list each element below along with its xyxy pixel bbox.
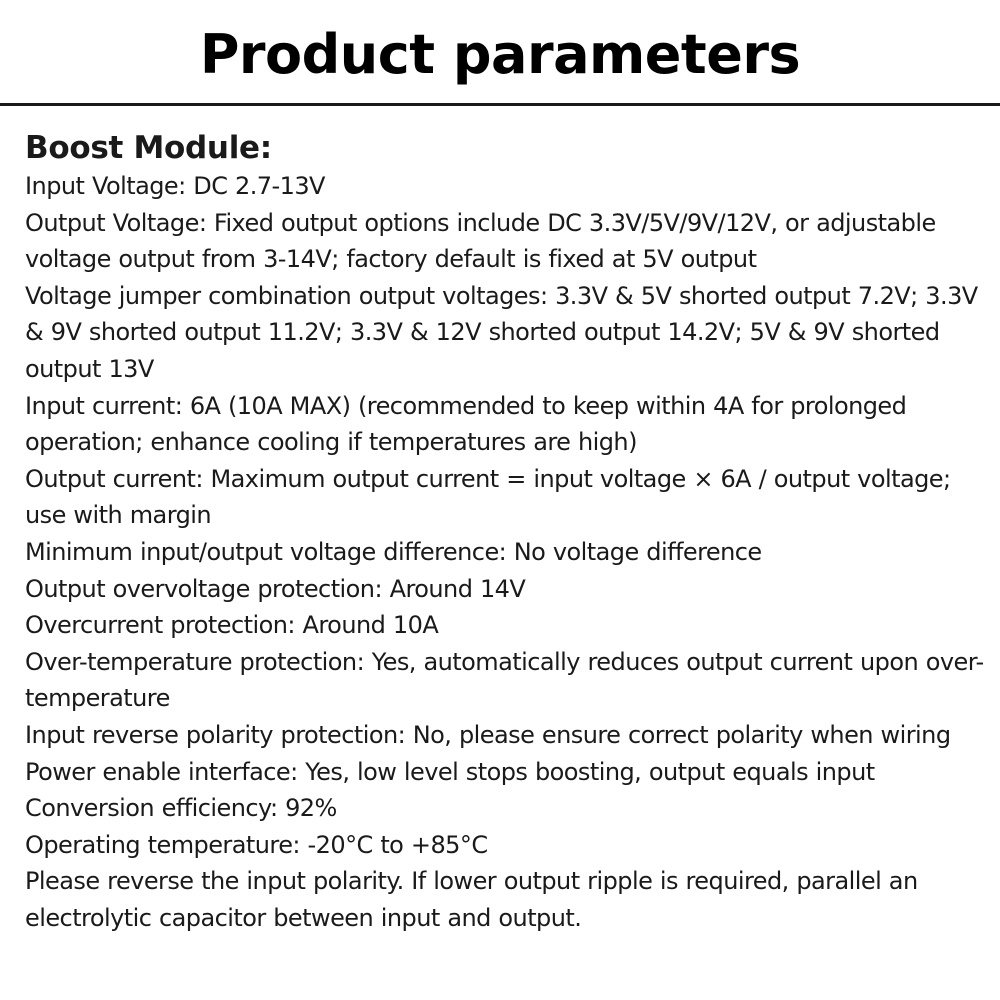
param-input-current: Input current: 6A (10A MAX) (recommended to keep within 4A for prolonged operation; enhance cooling if temperatures are high) [25, 391, 907, 457]
param-usage-note: Please reverse the input polarity. If lower output ripple is required, parallel an electrolytic capacitor between input and output. [25, 867, 918, 932]
param-jumper-combinations: Voltage jumper combination output voltages: 3.3V & 5V shorted output 7.2V; 3.3V & 9V shorted output 11.2V; 3.3V & 12V shorted output 14.2V; 5V & 9V shorted output 13V [25, 281, 978, 383]
param-power-enable-interface: Power enable interface: Yes, low level stops boosting, output equals input [25, 757, 875, 786]
section-heading: Boost Module: [25, 130, 272, 166]
param-min-voltage-difference: Minimum input/output voltage difference: No voltage difference [25, 537, 762, 566]
param-reverse-polarity-protection: Input reverse polarity protection: No, please ensure correct polarity when wiring [25, 720, 951, 749]
param-overcurrent-protection: Overcurrent protection: Around 10A [25, 611, 439, 640]
param-conversion-efficiency: Conversion efficiency: 92% [25, 794, 337, 823]
page-title: Product parameters [199, 23, 801, 86]
parameters-section [25, 128, 990, 936]
param-overvoltage-protection: Output overvoltage protection: Around 14V [25, 574, 526, 603]
param-output-voltage: Output Voltage: Fixed output options include DC 3.3V/5V/9V/12V, or adjustable voltage output from 3-14V; factory default is fixed at 5V output [25, 208, 936, 274]
param-operating-temperature: Operating temperature: -20°C to +85°C [25, 830, 488, 859]
param-input-voltage: Input Voltage: DC 2.7-13V [25, 172, 325, 200]
parameter-list [25, 168, 990, 936]
title-divider [0, 103, 1000, 106]
param-over-temperature-protection: Over-temperature protection: Yes, automatically reduces output current upon over-temperature [25, 647, 984, 713]
param-output-current: Output current: Maximum output current = input voltage × 6A / output voltage; use with margin [25, 464, 951, 530]
